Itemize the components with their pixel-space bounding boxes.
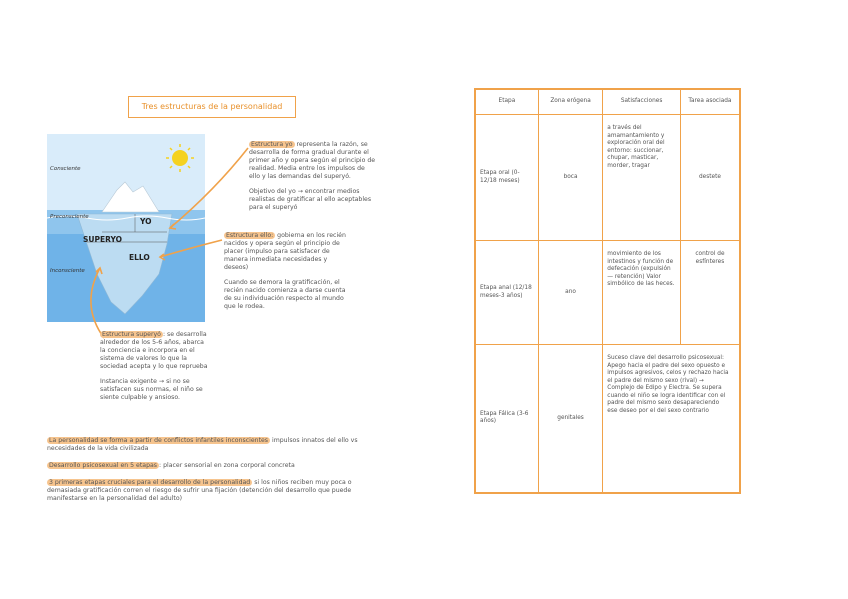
text-conflicts: impulsos innatos del ello vs necesidades de la vida civilizada — [47, 437, 358, 452]
paragraph-conflicts — [47, 437, 377, 453]
label-consciente: Consciente — [50, 166, 81, 172]
cell-tarea: destete — [680, 115, 740, 241]
cell-satisfacciones: Suceso clave del desarrollo psicosexual: Apego hacia el padre del sexo opuesto e impulsos agresivos, celos y rechazo hacia el padre del mismo sexo (rival) → Complejo de Edipo y Electra. Se supera cuando el niño se logra identificar con el padre del mismo sexo desapareciendo ese deseo por el del sexo contrario — [603, 345, 740, 493]
text-superyo: : se desarrolla alrededor de los 5-6 años, abarca la conciencia e incorpora en el sistema de valores lo que la sociedad acepta y lo que reprueba — [100, 331, 208, 370]
cell-etapa: Etapa anal (12/18 meses-3 años) — [475, 241, 538, 345]
page-title: Tres estructuras de la personalidad — [128, 96, 296, 118]
hl-conflicts: La personalidad se forma a partir de conflictos infantiles inconscientes — [49, 437, 269, 444]
cell-etapa: Etapa oral (0-12/18 meses) — [475, 115, 538, 241]
text-yo: representa la razón, se desarrolla de forma gradual durante el primer año y opera según el principio de realidad. Media entre los impulsos de ello y las demandas del superyó. — [249, 141, 376, 180]
header-etapa: Etapa — [475, 89, 538, 115]
cell-satisfacciones: movimiento de los intestinos y función de defecación (expulsión — retención) Valor simbólico de las heces. — [603, 241, 681, 345]
table-row — [475, 115, 740, 241]
paragraph-fijacion — [47, 479, 377, 503]
text-superyo-instance: Instancia exigente → si no se satisfacen sus normas, el niño se siente culpable y ansioso. — [100, 378, 203, 401]
cell-tarea: control de esfínteres — [680, 241, 740, 345]
note-yo — [249, 141, 377, 212]
header-tarea: Tarea asociada — [680, 89, 740, 115]
arrow-yo — [170, 148, 248, 228]
hl-fijacion: 3 primeras etapas cruciales para el desarrollo de la personalidad — [49, 479, 251, 486]
cell-etapa: Etapa Fálica (3-6 años) — [475, 345, 538, 493]
label-preconsciente: Preconsciente — [50, 214, 89, 220]
label-inconsciente: Inconsciente — [50, 268, 85, 274]
arrow-superyo — [91, 268, 104, 338]
hl-psicosexual: Desarrollo psicosexual en 5 etapas — [49, 462, 158, 469]
cell-zona: genitales — [538, 345, 602, 493]
term-yo: Estructura yo — [251, 141, 293, 148]
text-yo-objective: Objetivo del yo → encontrar medios realistas de gratificar al ello aceptables para el superyó — [249, 188, 372, 211]
paragraph-psicosexual — [47, 462, 377, 470]
arrow-ello — [160, 240, 222, 257]
term-ello: Estructura ello: — [226, 232, 274, 239]
cell-zona: ano — [538, 241, 602, 345]
table-row — [475, 345, 740, 493]
note-superyo — [100, 331, 210, 402]
text-ello-delay: Cuando se demora la gratificación, el recién nacido comienza a darse cuenta de su individuación respecto al mundo que le rodea. — [224, 279, 346, 310]
cell-zona: boca — [538, 115, 602, 241]
header-satisfacciones: Satisfacciones — [603, 89, 681, 115]
cell-satisfacciones: a través del amamantamiento y exploración oral del entorno: succionar, chupar, masticar, morder, tragar — [603, 115, 681, 241]
label-yo: YO — [140, 217, 152, 226]
header-zona: Zona erógena — [538, 89, 602, 115]
table-row — [475, 241, 740, 345]
note-ello — [224, 232, 350, 311]
term-superyo: Estructura superyó — [102, 331, 161, 338]
label-ello: ELLO — [129, 253, 150, 262]
table-header-row — [475, 89, 740, 115]
text-psicosexual: : placer sensorial en zona corporal concreta — [159, 462, 295, 469]
psychosexual-stages-table — [474, 88, 741, 494]
label-superyo: SUPERYO — [83, 235, 123, 244]
text-fijacion: si los niños reciben muy poca o demasiada gratificación corren el riesgo de sufrir una fijación (detención del desarrollo que puede manifestarse en la personalidad del adulto) — [47, 479, 352, 502]
text-ello: gobierna en los recién nacidos y opera según el principio de placer (impulso para satisfacer de manera inmediata necesidades y deseos) — [224, 232, 346, 271]
